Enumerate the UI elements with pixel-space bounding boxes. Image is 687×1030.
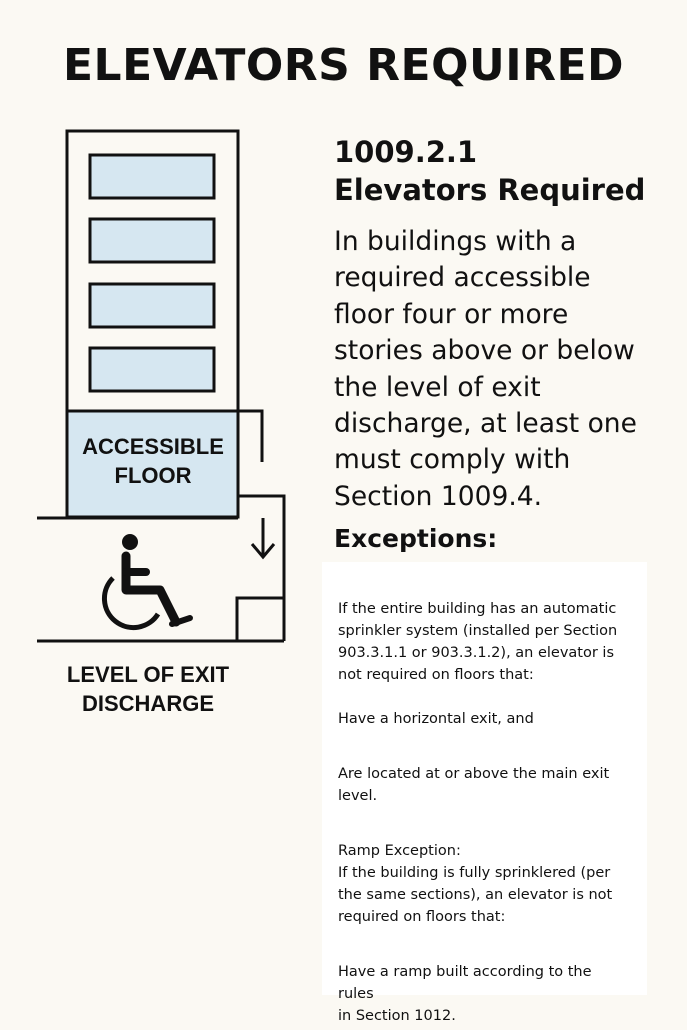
section-number: 1009.2.1: [334, 135, 478, 169]
ramp-exception-heading: Ramp Exception:: [338, 843, 461, 859]
exceptions-box: [322, 562, 647, 1024]
exception-text-line: 903.3.1.1 or 903.3.1.2), an elevator is: [338, 645, 615, 661]
accessible-floor-label: [68, 432, 238, 490]
rule-line: required accessible: [334, 262, 591, 294]
stair-structure: [238, 496, 284, 641]
down-arrow-icon: [252, 518, 274, 557]
rule-line: In buildings with a: [334, 226, 577, 257]
stair-landing: [237, 598, 284, 641]
section-title: Elevators Required: [334, 173, 646, 207]
exception-text-line: not required on floors that:: [338, 667, 534, 683]
rule-line: must comply with: [334, 444, 571, 476]
exception-item: in Section 1012.: [338, 1008, 456, 1024]
exception-text-line: If the building is fully sprinklered (per: [338, 865, 611, 881]
page-title: ELEVATORS REQUIRED: [62, 40, 625, 91]
accessible-floor-label-line: FLOOR: [114, 463, 192, 488]
exception-item: Have a ramp built according to the rules: [338, 964, 592, 1002]
exception-text-line: the same sections), an elevator is not: [338, 887, 613, 903]
exceptions-heading: Exceptions:: [334, 524, 498, 553]
wheelchair-icon: [104, 534, 190, 628]
accessible-floor-label-line: ACCESSIBLE: [82, 434, 224, 459]
rule-line: stories above or below: [334, 335, 635, 367]
rule-line: discharge, at least one: [334, 408, 637, 440]
window: [90, 284, 214, 327]
elevator-diagram: [0, 0, 330, 720]
rule-line: floor four or more: [334, 298, 569, 330]
exception-text-line: If the entire building has an automatic: [338, 601, 617, 617]
window: [90, 155, 214, 198]
exit-discharge-label-line: LEVEL OF EXIT: [66, 662, 230, 687]
exception-item: level.: [338, 788, 378, 804]
exception-item: Have a horizontal exit, and: [338, 711, 534, 727]
window: [90, 348, 214, 391]
rule-text: [334, 224, 664, 515]
exception-text-line: required on floors that:: [338, 909, 506, 925]
window: [90, 219, 214, 262]
exception-item: Are located at or above the main exit: [338, 766, 610, 782]
exit-discharge-label-line: DISCHARGE: [81, 691, 214, 716]
rule-line: the level of exit: [334, 371, 541, 403]
rule-line: Section 1009.4.: [334, 480, 543, 512]
exception-text-line: sprinkler system (installed per Section: [338, 623, 618, 639]
exit-discharge-label: [38, 660, 258, 718]
upper-step-line: [236, 411, 262, 462]
